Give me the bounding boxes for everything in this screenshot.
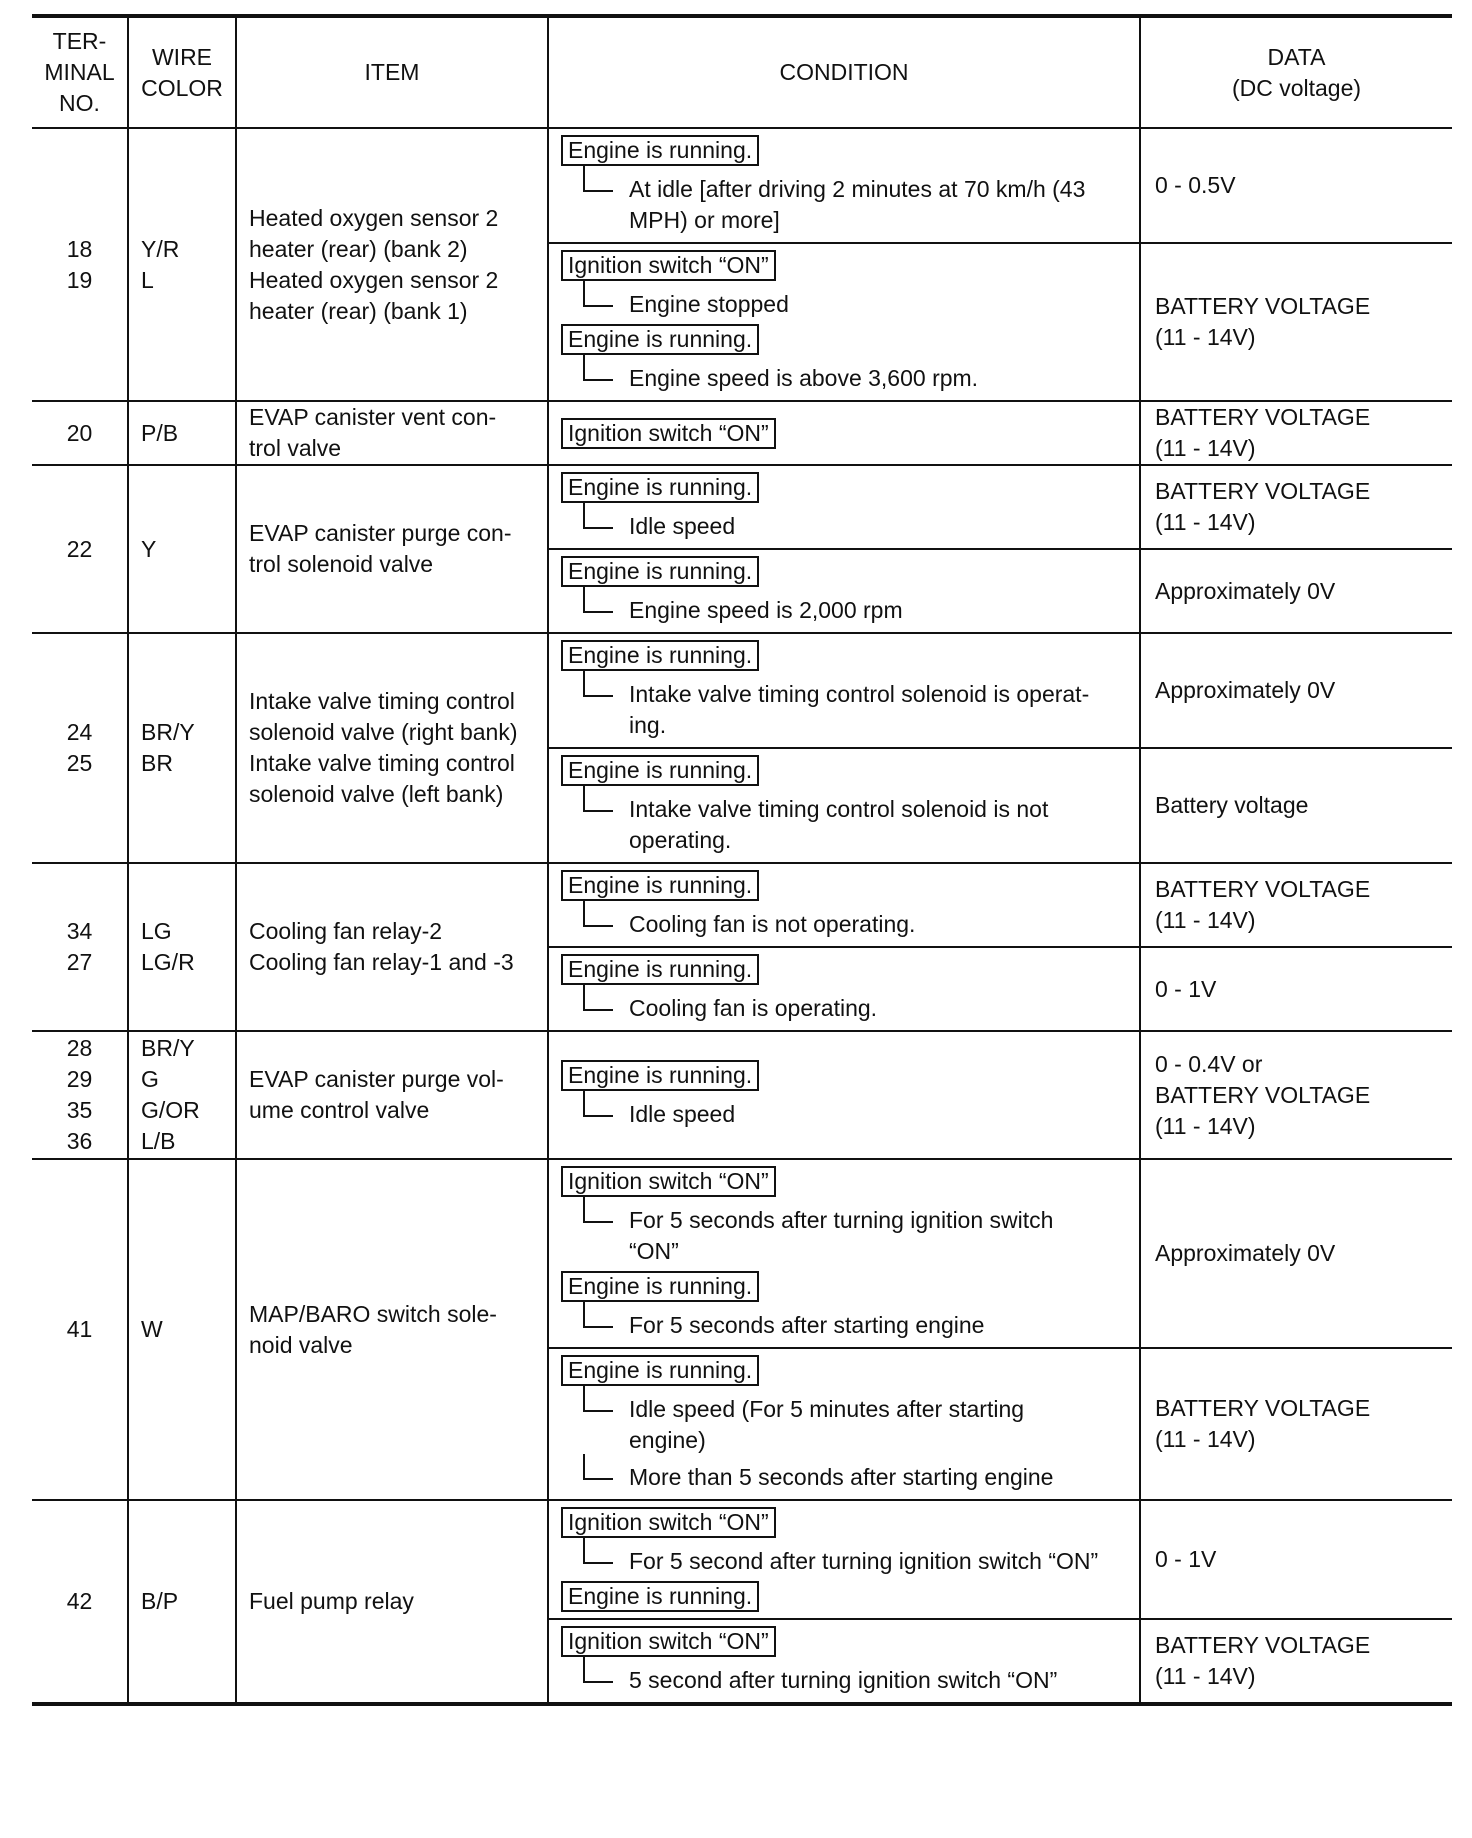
condition-block [561,1269,1125,1341]
condition-block [561,638,1125,741]
condition-detail-line: Idle speed [561,1099,1125,1130]
condition-detail-line: For 5 seconds after starting engine [561,1310,1125,1341]
condition-cell [548,401,1140,465]
condition-cell [548,1159,1140,1348]
condition-state-box: Ignition switch “ON” [561,1626,776,1657]
wire-color-cell: B/P [128,1500,236,1704]
condition-state-box: Engine is running. [561,135,759,166]
condition-block [561,470,1125,542]
wire-color-cell: Y [128,465,236,633]
condition-block [561,416,1125,451]
condition-detail-line: Engine stopped [561,289,1125,320]
wire-color-cell: W [128,1159,236,1500]
condition-block [561,753,1125,856]
condition-block [561,554,1125,626]
condition-state-box: Engine is running. [561,556,759,587]
condition-block [561,1353,1125,1493]
condition-cell [548,1619,1140,1704]
data-voltage-cell: BATTERY VOLTAGE (11 - 14V) [1140,1348,1452,1500]
condition-state-box: Engine is running. [561,324,759,355]
condition-state-box: Ignition switch “ON” [561,418,776,449]
condition-detail-line: Idle speed [561,511,1125,542]
wire-color-cell: BR/Y BR [128,633,236,863]
data-voltage-cell: BATTERY VOLTAGE (11 - 14V) [1140,465,1452,549]
item-cell: Fuel pump relay [236,1500,548,1704]
condition-cell [548,1348,1140,1500]
condition-cell [548,748,1140,863]
table-row [32,863,1452,947]
condition-detail-line: Intake valve timing control solenoid is operat- ing. [561,679,1125,741]
terminal-data-table-page [32,14,1452,1706]
condition-cell [548,465,1140,549]
wire-color-cell: Y/R L [128,128,236,401]
condition-block [561,1579,1125,1614]
condition-cell [548,863,1140,947]
data-voltage-cell: 0 - 1V [1140,1500,1452,1619]
item-cell: EVAP canister vent con- trol valve [236,401,548,465]
item-cell: Heated oxygen sensor 2 heater (rear) (bank 2) Heated oxygen sensor 2 heater (rear) (bank 1) [236,128,548,401]
condition-cell [548,128,1140,243]
header-row [32,16,1452,128]
table-row [32,465,1452,549]
condition-state-box: Engine is running. [561,1581,759,1612]
header-wire-color: WIRE COLOR [128,16,236,128]
condition-detail-line: At idle [after driving 2 minutes at 70 km/h (43 MPH) or more] [561,174,1125,236]
condition-detail-line: Idle speed (For 5 minutes after starting engine) [561,1394,1125,1456]
condition-cell [548,947,1140,1031]
condition-block [561,952,1125,1024]
data-voltage-cell: Approximately 0V [1140,633,1452,748]
terminal-number-cell: 42 [32,1500,128,1704]
wire-color-cell: LG LG/R [128,863,236,1031]
header-data: DATA (DC voltage) [1140,16,1452,128]
ecm-terminal-table [32,14,1452,1706]
terminal-number-cell: 28 29 35 36 [32,1031,128,1159]
condition-state-box: Engine is running. [561,1271,759,1302]
condition-cell [548,549,1140,633]
terminal-number-cell: 18 19 [32,128,128,401]
condition-state-box: Engine is running. [561,870,759,901]
condition-block [561,1058,1125,1130]
condition-detail-line: More than 5 seconds after starting engine [561,1462,1125,1493]
table-row [32,1031,1452,1159]
terminal-number-cell: 34 27 [32,863,128,1031]
condition-block [561,1505,1125,1577]
item-cell: EVAP canister purge vol- ume control valve [236,1031,548,1159]
header-terminal-no: TER- MINAL NO. [32,16,128,128]
data-voltage-cell: BATTERY VOLTAGE (11 - 14V) [1140,863,1452,947]
condition-state-box: Engine is running. [561,755,759,786]
table-row [32,401,1452,465]
condition-state-box: Engine is running. [561,1060,759,1091]
data-voltage-cell: Battery voltage [1140,748,1452,863]
condition-cell [548,1500,1140,1619]
terminal-number-cell: 22 [32,465,128,633]
data-voltage-cell: Approximately 0V [1140,549,1452,633]
wire-color-cell: BR/Y G G/OR L/B [128,1031,236,1159]
terminal-number-cell: 20 [32,401,128,465]
item-cell: MAP/BARO switch sole- noid valve [236,1159,548,1500]
data-voltage-cell: Approximately 0V [1140,1159,1452,1348]
condition-block [561,868,1125,940]
condition-block [561,1164,1125,1267]
condition-detail-line: For 5 seconds after turning ignition switch “ON” [561,1205,1125,1267]
condition-detail-line: Cooling fan is operating. [561,993,1125,1024]
condition-cell [548,633,1140,748]
condition-state-box: Engine is running. [561,954,759,985]
table-row [32,1159,1452,1348]
condition-state-box: Ignition switch “ON” [561,1507,776,1538]
condition-detail-line: Cooling fan is not operating. [561,909,1125,940]
table-body [32,128,1452,1704]
condition-block [561,322,1125,394]
condition-cell [548,1031,1140,1159]
condition-block [561,248,1125,320]
condition-state-box: Engine is running. [561,1355,759,1386]
header-condition: CONDITION [548,16,1140,128]
header-item: ITEM [236,16,548,128]
item-cell: Intake valve timing control solenoid valve (right bank) Intake valve timing control solenoid valve (left bank) [236,633,548,863]
condition-detail-line: For 5 second after turning ignition switch “ON” [561,1546,1125,1577]
condition-detail-line: Engine speed is 2,000 rpm [561,595,1125,626]
condition-detail-line: Engine speed is above 3,600 rpm. [561,363,1125,394]
terminal-number-cell: 41 [32,1159,128,1500]
table-row [32,1500,1452,1619]
terminal-number-cell: 24 25 [32,633,128,863]
condition-detail-line: Intake valve timing control solenoid is not operating. [561,794,1125,856]
condition-cell [548,243,1140,401]
condition-state-box: Ignition switch “ON” [561,250,776,281]
item-cell: Cooling fan relay-2 Cooling fan relay-1 and -3 [236,863,548,1031]
data-voltage-cell: BATTERY VOLTAGE (11 - 14V) [1140,401,1452,465]
table-row [32,128,1452,243]
data-voltage-cell: 0 - 1V [1140,947,1452,1031]
condition-state-box: Engine is running. [561,640,759,671]
data-voltage-cell: BATTERY VOLTAGE (11 - 14V) [1140,1619,1452,1704]
condition-detail-line: 5 second after turning ignition switch “ON” [561,1665,1125,1696]
data-voltage-cell: 0 - 0.5V [1140,128,1452,243]
data-voltage-cell: 0 - 0.4V or BATTERY VOLTAGE (11 - 14V) [1140,1031,1452,1159]
data-voltage-cell: BATTERY VOLTAGE (11 - 14V) [1140,243,1452,401]
condition-block [561,133,1125,236]
table-row [32,633,1452,748]
condition-state-box: Ignition switch “ON” [561,1166,776,1197]
condition-block [561,1624,1125,1696]
item-cell: EVAP canister purge con- trol solenoid valve [236,465,548,633]
wire-color-cell: P/B [128,401,236,465]
condition-state-box: Engine is running. [561,472,759,503]
